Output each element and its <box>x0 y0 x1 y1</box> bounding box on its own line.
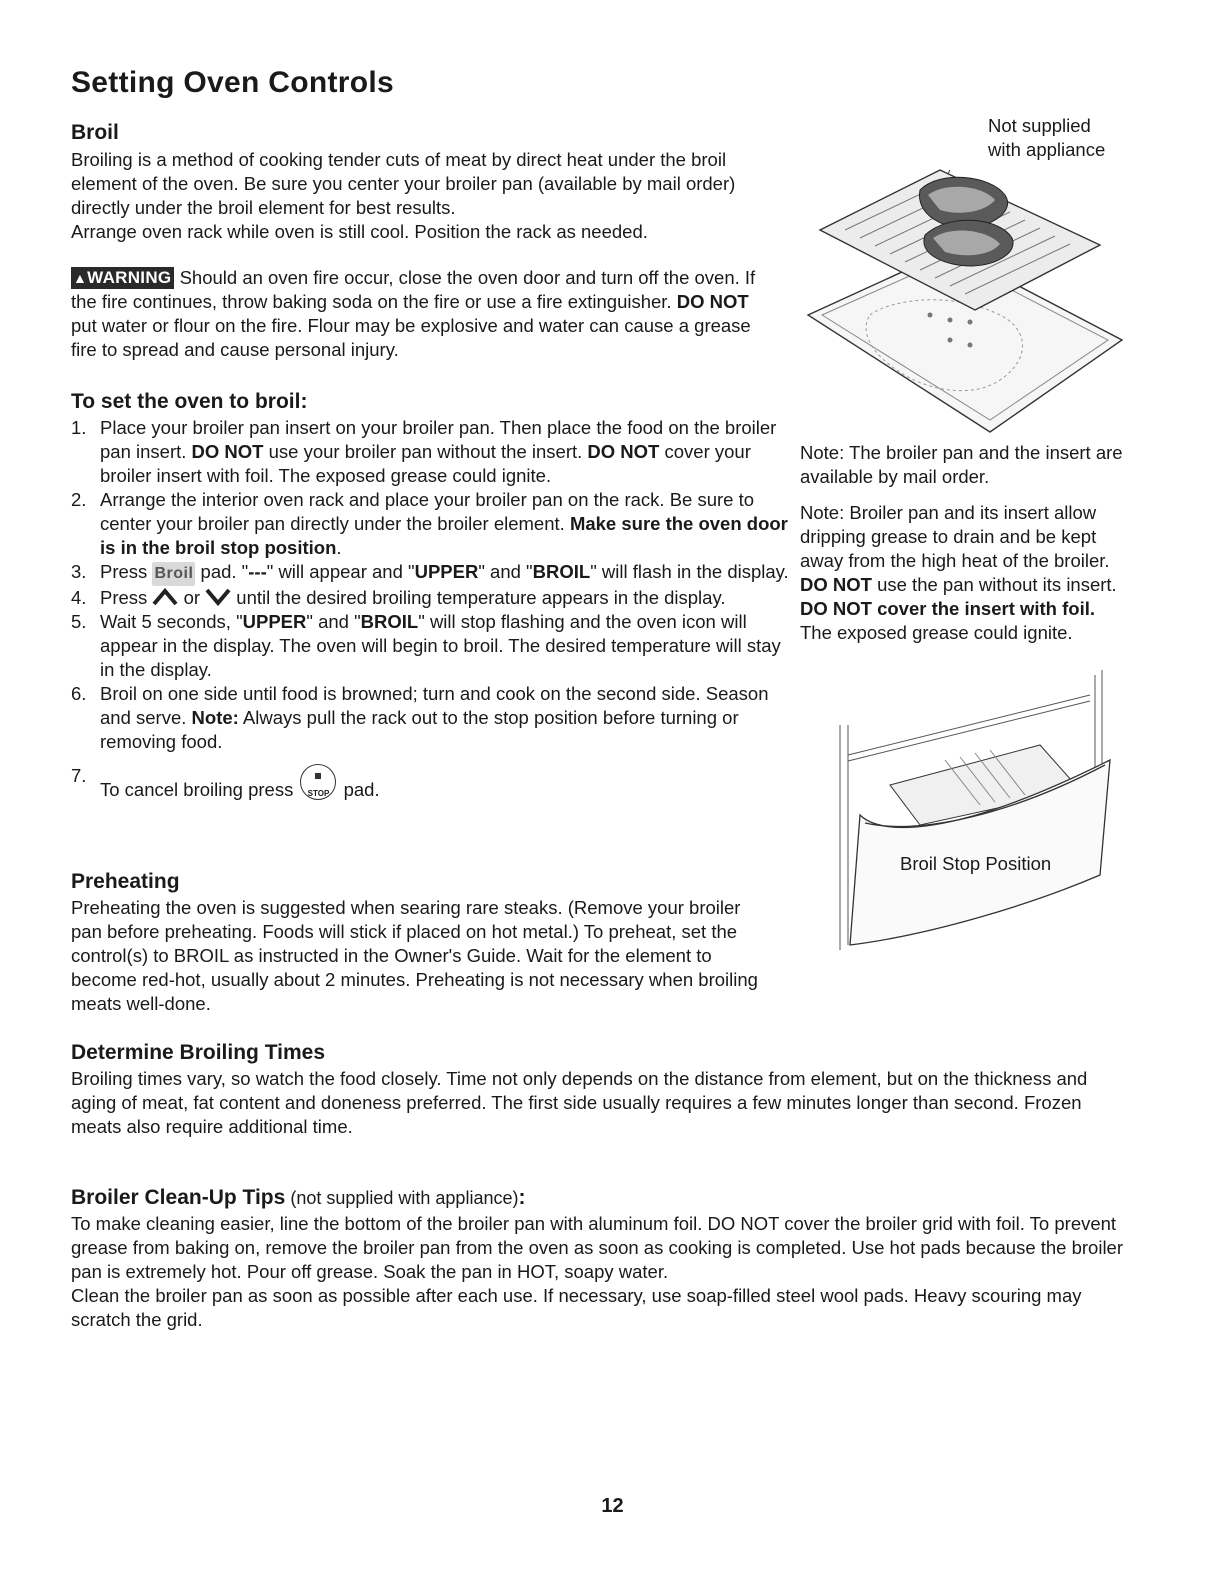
stop-key-icon: STOP <box>300 764 336 800</box>
up-arrow-icon <box>152 588 178 606</box>
broil-key-icon: Broil <box>152 562 195 586</box>
warning-triangle-icon: ▲ <box>73 270 88 286</box>
list-item: 1. Place your broiler pan insert on your broiler pan. Then place the food on the broiler pan insert. DO NOT use your broiler pan without the insert. DO NOT cover your broiler insert with foil. The exposed grease could ignite. <box>71 417 777 486</box>
broil-stop-label: Broil Stop Position <box>900 853 1052 874</box>
list-item: 3. Press Broil pad. "---" will appear and "UPPER" and "BROIL" will flash in the display. <box>71 560 791 586</box>
page-number: 12 <box>601 1495 624 1517</box>
cleanup-paragraph-1: To make cleaning easier, line the bottom of the broiler pan with aluminum foil. DO NOT cover the broiler grid with foil. To prevent grease from baking on, remove the broiler pan from the oven as soon as cooking is completed. Use hot pads because the broiler pan is extremely hot. Pour off grease. Soak the pan in HOT, soapy water. <box>71 1213 1124 1282</box>
warning-paragraph: ▲WARNING Should an oven fire occur, close the oven door and turn off the oven. If the fire continues, throw baking soda on the fire or use a fire extinguisher. DO NOT put water or flour on the fire. Flour may be explosive and water can cause a grease fire to spread and cause personal injury. <box>71 267 756 360</box>
figure-caption: Not supplied with appliance <box>988 115 1106 160</box>
determine-paragraph: Broiling times vary, so watch the food closely. Time not only depends on the distance from element, but on the thickness and aging of meat, fat content and doneness preferred. The first side usually requires a few minutes longer than second. Frozen meats also require additional time. <box>71 1068 1088 1137</box>
page-title: Setting Oven Controls <box>71 66 394 99</box>
list-item: 5. Wait 5 seconds, "UPPER" and "BROIL" will stop flashing and the oven icon will appear in the display. The oven will begin to broil. The desired temperature will stay in the display. <box>71 611 781 680</box>
list-item: 2. Arrange the interior oven rack and place your broiler pan on the rack. Be sure to center your broiler pan directly under the broiler element. Make sure the oven door is in the broil stop position. <box>71 489 788 558</box>
broil-rack-paragraph: Arrange oven rack while oven is still cool. Position the rack as needed. <box>71 221 648 242</box>
list-item: 4. Press or until the desired broiling temperature appears in the display. <box>71 587 726 608</box>
steps-heading: To set the oven to broil: <box>71 390 308 413</box>
steps-list <box>71 416 791 802</box>
determine-heading: Determine Broiling Times <box>71 1041 326 1064</box>
oven-door-illustration <box>830 665 1120 955</box>
preheating-heading: Preheating <box>71 870 180 893</box>
list-item: 7. To cancel broiling press STOP pad. <box>71 765 380 800</box>
cleanup-heading: Broiler Clean-Up Tips (not supplied with appliance): <box>71 1186 526 1209</box>
list-item: 6. Broil on one side until food is browned; turn and cook on the second side. Season and serve. Note: Always pull the rack out to the stop position before turning or removing food. <box>71 683 769 752</box>
cleanup-paragraph-2: Clean the broiler pan as soon as possible after each use. If necessary, use soap-filled steel wool pads. Heavy scouring may scratch the grid. <box>71 1285 1082 1330</box>
down-arrow-icon <box>205 588 231 606</box>
preheating-paragraph: Preheating the oven is suggested when searing rare steaks. (Remove your broiler pan before preheating. Foods will stick if placed on hot metal.) To preheat, set the control(s) to BROIL as instructed in the Owner's Guide. Wait for the element to become red-hot, usually about 2 minutes. Preheating is not necessary when broiling meats well-done. <box>71 897 758 1014</box>
broiler-pan-illustration <box>800 150 1130 440</box>
broil-heading: Broil <box>71 121 119 144</box>
broil-paragraph: Broiling is a method of cooking tender cuts of meat by direct heat under the broil element of the oven. Be sure you center your broiler pan (available by mail order) directly under the broil element for best results. <box>71 149 736 218</box>
warning-badge: ▲WARNING <box>71 267 174 289</box>
figure-note-2: Note: Broiler pan and its insert allow dripping grease to drain and be kept away from the high heat of the broiler. DO NOT use the pan without its insert. DO NOT cover the insert with foil. The exposed grease could ignite. <box>800 502 1117 643</box>
figure-note-1: Note: The broiler pan and the insert are available by mail order. <box>800 442 1123 487</box>
